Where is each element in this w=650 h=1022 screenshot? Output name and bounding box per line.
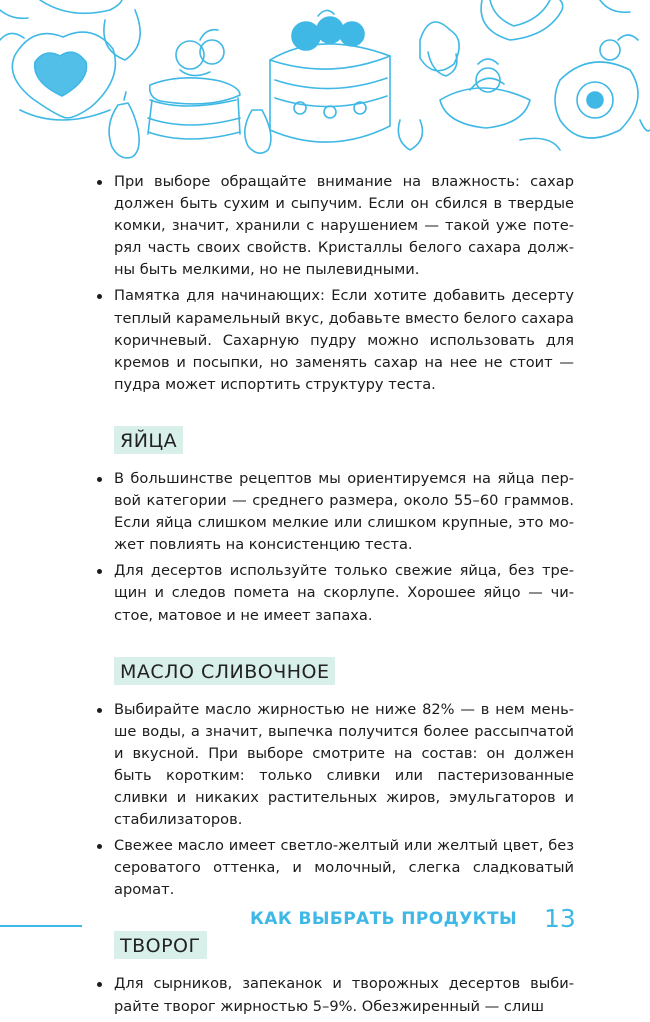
list-item: Для сырников, запеканок и творожных десертов выбирайте творог жирностью 5–9%. Обезжиренный — слиш: [114, 973, 574, 1017]
sugar-tips-list: [114, 171, 574, 396]
page-content: [114, 171, 574, 1022]
section-heading-eggs: ЯЙЦА: [114, 426, 183, 454]
cottage-cheese-tips-list: [114, 973, 574, 1017]
list-item: При выборе обращайте внимание на влажность: сахар должен быть сухим и сыпучим. Если он сбился в твердые комки, значит, хранили с нарушением — такой уже потерял часть своих свойств. Кристаллы белого сахара должны быть мелкими, но не пылевидными.: [114, 171, 574, 281]
footer-chapter-title: КАК ВЫБРАТЬ ПРОДУКТЫ: [250, 909, 517, 929]
dessert-illustration-header: [0, 0, 650, 165]
butter-tips-list: [114, 699, 574, 902]
list-item: В большинстве рецептов мы ориентируемся на яйца первой категории — среднего размера, около 55–60 граммов. Если яйца слишком мелкие или слишком крупные, это может повлиять на консистенцию теста.: [114, 468, 574, 556]
section-heading-butter: МАСЛО СЛИВОЧНОЕ: [114, 657, 335, 685]
section-heading-cottage-cheese: ТВОРОГ: [114, 931, 207, 959]
footer-accent-line: [0, 925, 82, 927]
list-item: Для десертов используйте только свежие яйца, без трещин и следов помета на скорлупе. Хорошее яйцо — чистое, матовое и не имеет запаха.: [114, 560, 574, 626]
list-item: Свежее масло имеет светло-желтый или желтый цвет, без сероватого оттенка, и молочный, слегка сладковатый аромат.: [114, 835, 574, 901]
eggs-tips-list: [114, 468, 574, 627]
list-item: Памятка для начинающих: Если хотите добавить десерту теплый карамельный вкус, добавьте вместо белого сахара коричневый. Сахарную пудру можно использовать для кремов и посыпки, но заменять сахар на нее не стоит — пудра может испортить структуру теста.: [114, 285, 574, 395]
list-item: Выбирайте масло жирностью не ниже 82% — в нем меньше воды, а значит, выпечка получится более рассыпчатой и вкусной. При выборе смотрите на состав: он должен быть коротким: только сливки или пастеризованные сливки и никаких растительных жиров, эмульгаторов и стабилизаторов.: [114, 699, 574, 832]
page-number: 13: [544, 904, 576, 933]
